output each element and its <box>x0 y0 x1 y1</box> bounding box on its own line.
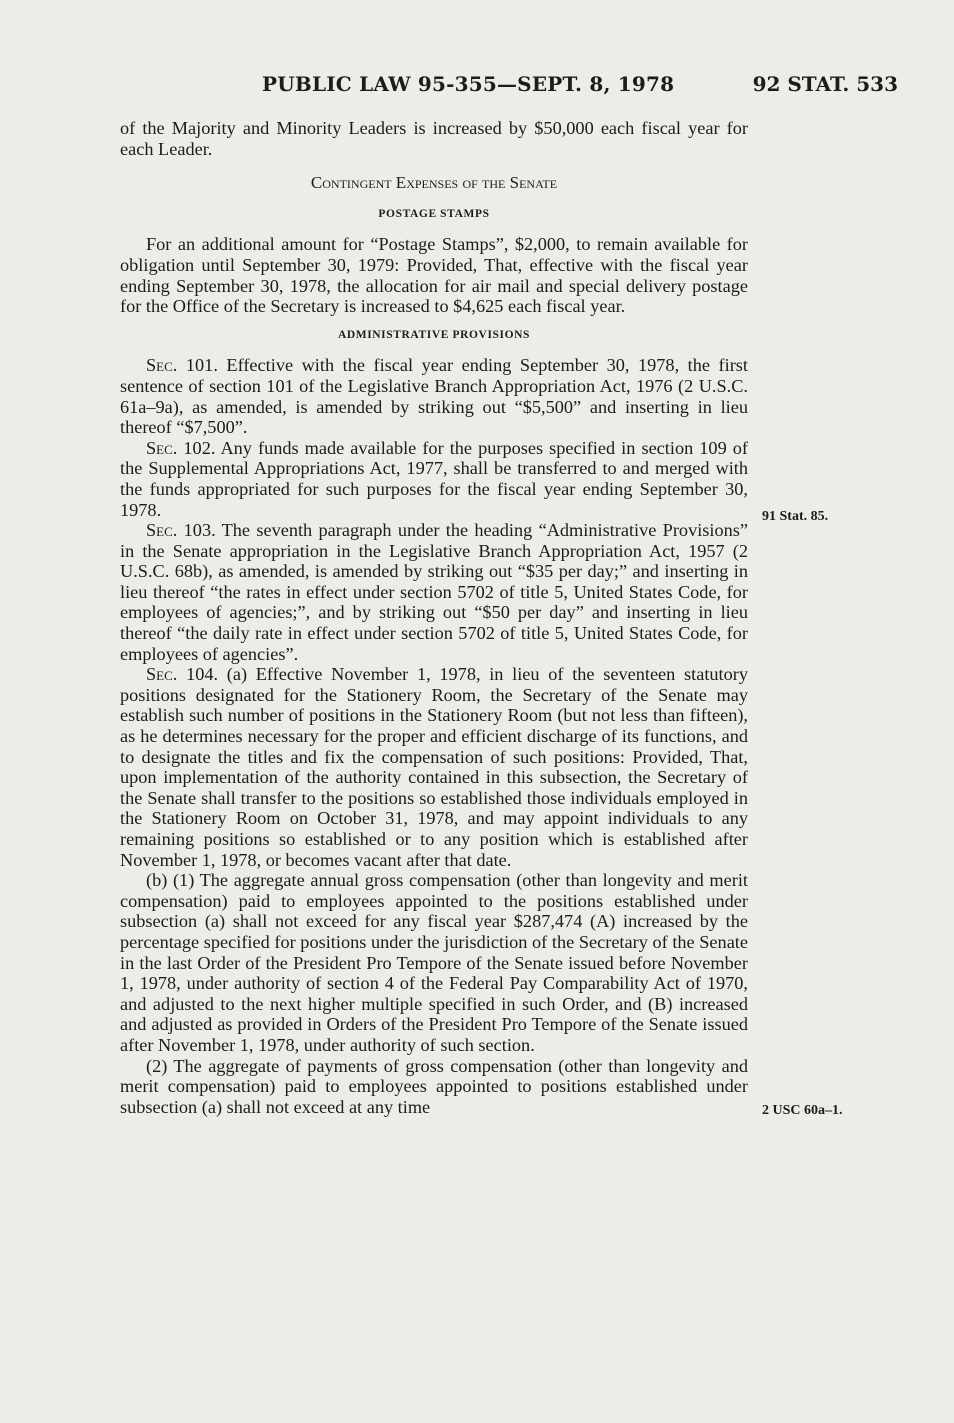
section-101 <box>120 355 748 437</box>
running-header-title: PUBLIC LAW 95-355—SEPT. 8, 1978 <box>262 72 675 96</box>
body-paragraph: (2) The aggregate of payments of gross compensation (other than longevity and merit compensation) paid to employees appointed to positions established under subsection (a) shall not exceed at any time <box>120 1055 748 1117</box>
sec-label: Sec. <box>146 355 178 376</box>
sec-text: 103. The seventh paragraph under the heading “Administrative Provisions” in the Senate appropriation in the Legislative Branch Appropriation Act, 1957 (2 U.S.C. 68b), as amended, is amended by striking out “$35 per day;” and inserting in lieu thereof “the rates in effect under section 5702 of title 5, United States Code, for employees of agencies;”, and by striking out “$50 per day” and inserting in lieu thereof “the daily rate in effect under section 5702 of title 5, United States Code, for employees of agencies”. <box>120 520 748 664</box>
subheading-administrative-provisions: ADMINISTRATIVE PROVISIONS <box>337 328 531 341</box>
sec-text: 104. (a) Effective November 1, 1978, in lieu of the seventeen statutory positions designated for the Stationery Room, the Secretary of the Senate may establish such number of positions in the Stationery Room (but not less than fifteen), as he determines necessary for the proper and efficient discharge of its functions, and to designate the titles and fix the compensation of such positions: Provided, That, upon implementation of the authority contained in this subsection, the Secretary of the Senate shall transfer to the positions so established those individuals employed in the Stationery Room on October 31, 1978, and may appoint individuals to any remaining positions so established or to any position which is established after November 1, 1978, or becomes vacant after that date. <box>120 664 748 870</box>
body-paragraph: For an additional amount for “Postage Stamps”, $2,000, to remain available for obligation until September 30, 1979: Provided, That, effective with the fiscal year ending September 30, 1978, the allocation for air mail and special delivery postage for the Office of the Secretary is increased to $4,625 each fiscal year. <box>120 234 748 317</box>
margin-note-2-usc-60a-1: 2 USC 60a–1. <box>762 1103 843 1118</box>
document-body <box>120 118 748 1117</box>
section-heading: Contingent Expenses of the Senate <box>310 173 558 193</box>
subheading-postage-stamps: POSTAGE STAMPS <box>378 207 490 220</box>
sec-label: Sec. <box>146 664 178 685</box>
sec-text: 101. Effective with the fiscal year ending September 30, 1978, the first sentence of section 101 of the Legislative Branch Appropriation Act, 1976 (2 U.S.C. 61a–9a), as amended, is amended by striking out “$5,500” and inserting in lieu thereof “$7,500”. <box>120 355 748 438</box>
body-paragraph: (b) (1) The aggregate annual gross compensation (other than longevity and merit compensation) paid to employees appointed to the positions established under subsection (a) shall not exceed for any fiscal year $287,474 (A) increased by the percentage specified for positions under the jurisdiction of the Secretary of the Senate in the last Order of the President Pro Tempore of the Senate issued before November 1, 1978, under authority of section 4 of the Federal Pay Comparability Act of 1970, and adjusted to the next higher multiple specified in such Order, and (B) increased and adjusted as provided in Orders of the President Pro Tempore of the Senate issued after November 1, 1978, under authority of such section. <box>120 870 748 1055</box>
margin-note-91-stat-85: 91 Stat. 85. <box>762 509 829 524</box>
sec-label: Sec. <box>146 437 178 458</box>
statute-page-number: 92 STAT. 533 <box>752 72 898 96</box>
sec-text: 102. Any funds made available for the purposes specified in section 109 of the Supplemental Appropriations Act, 1977, shall be transferred to and merged with the funds appropriated for such purposes for the fiscal year ending September 30, 1978. <box>120 437 748 520</box>
section-104 <box>120 664 748 870</box>
section-102 <box>120 438 748 520</box>
body-paragraph: of the Majority and Minority Leaders is increased by $50,000 each fiscal year for each Leader. <box>120 118 748 159</box>
section-103 <box>120 520 748 664</box>
sec-label: Sec. <box>146 520 178 541</box>
